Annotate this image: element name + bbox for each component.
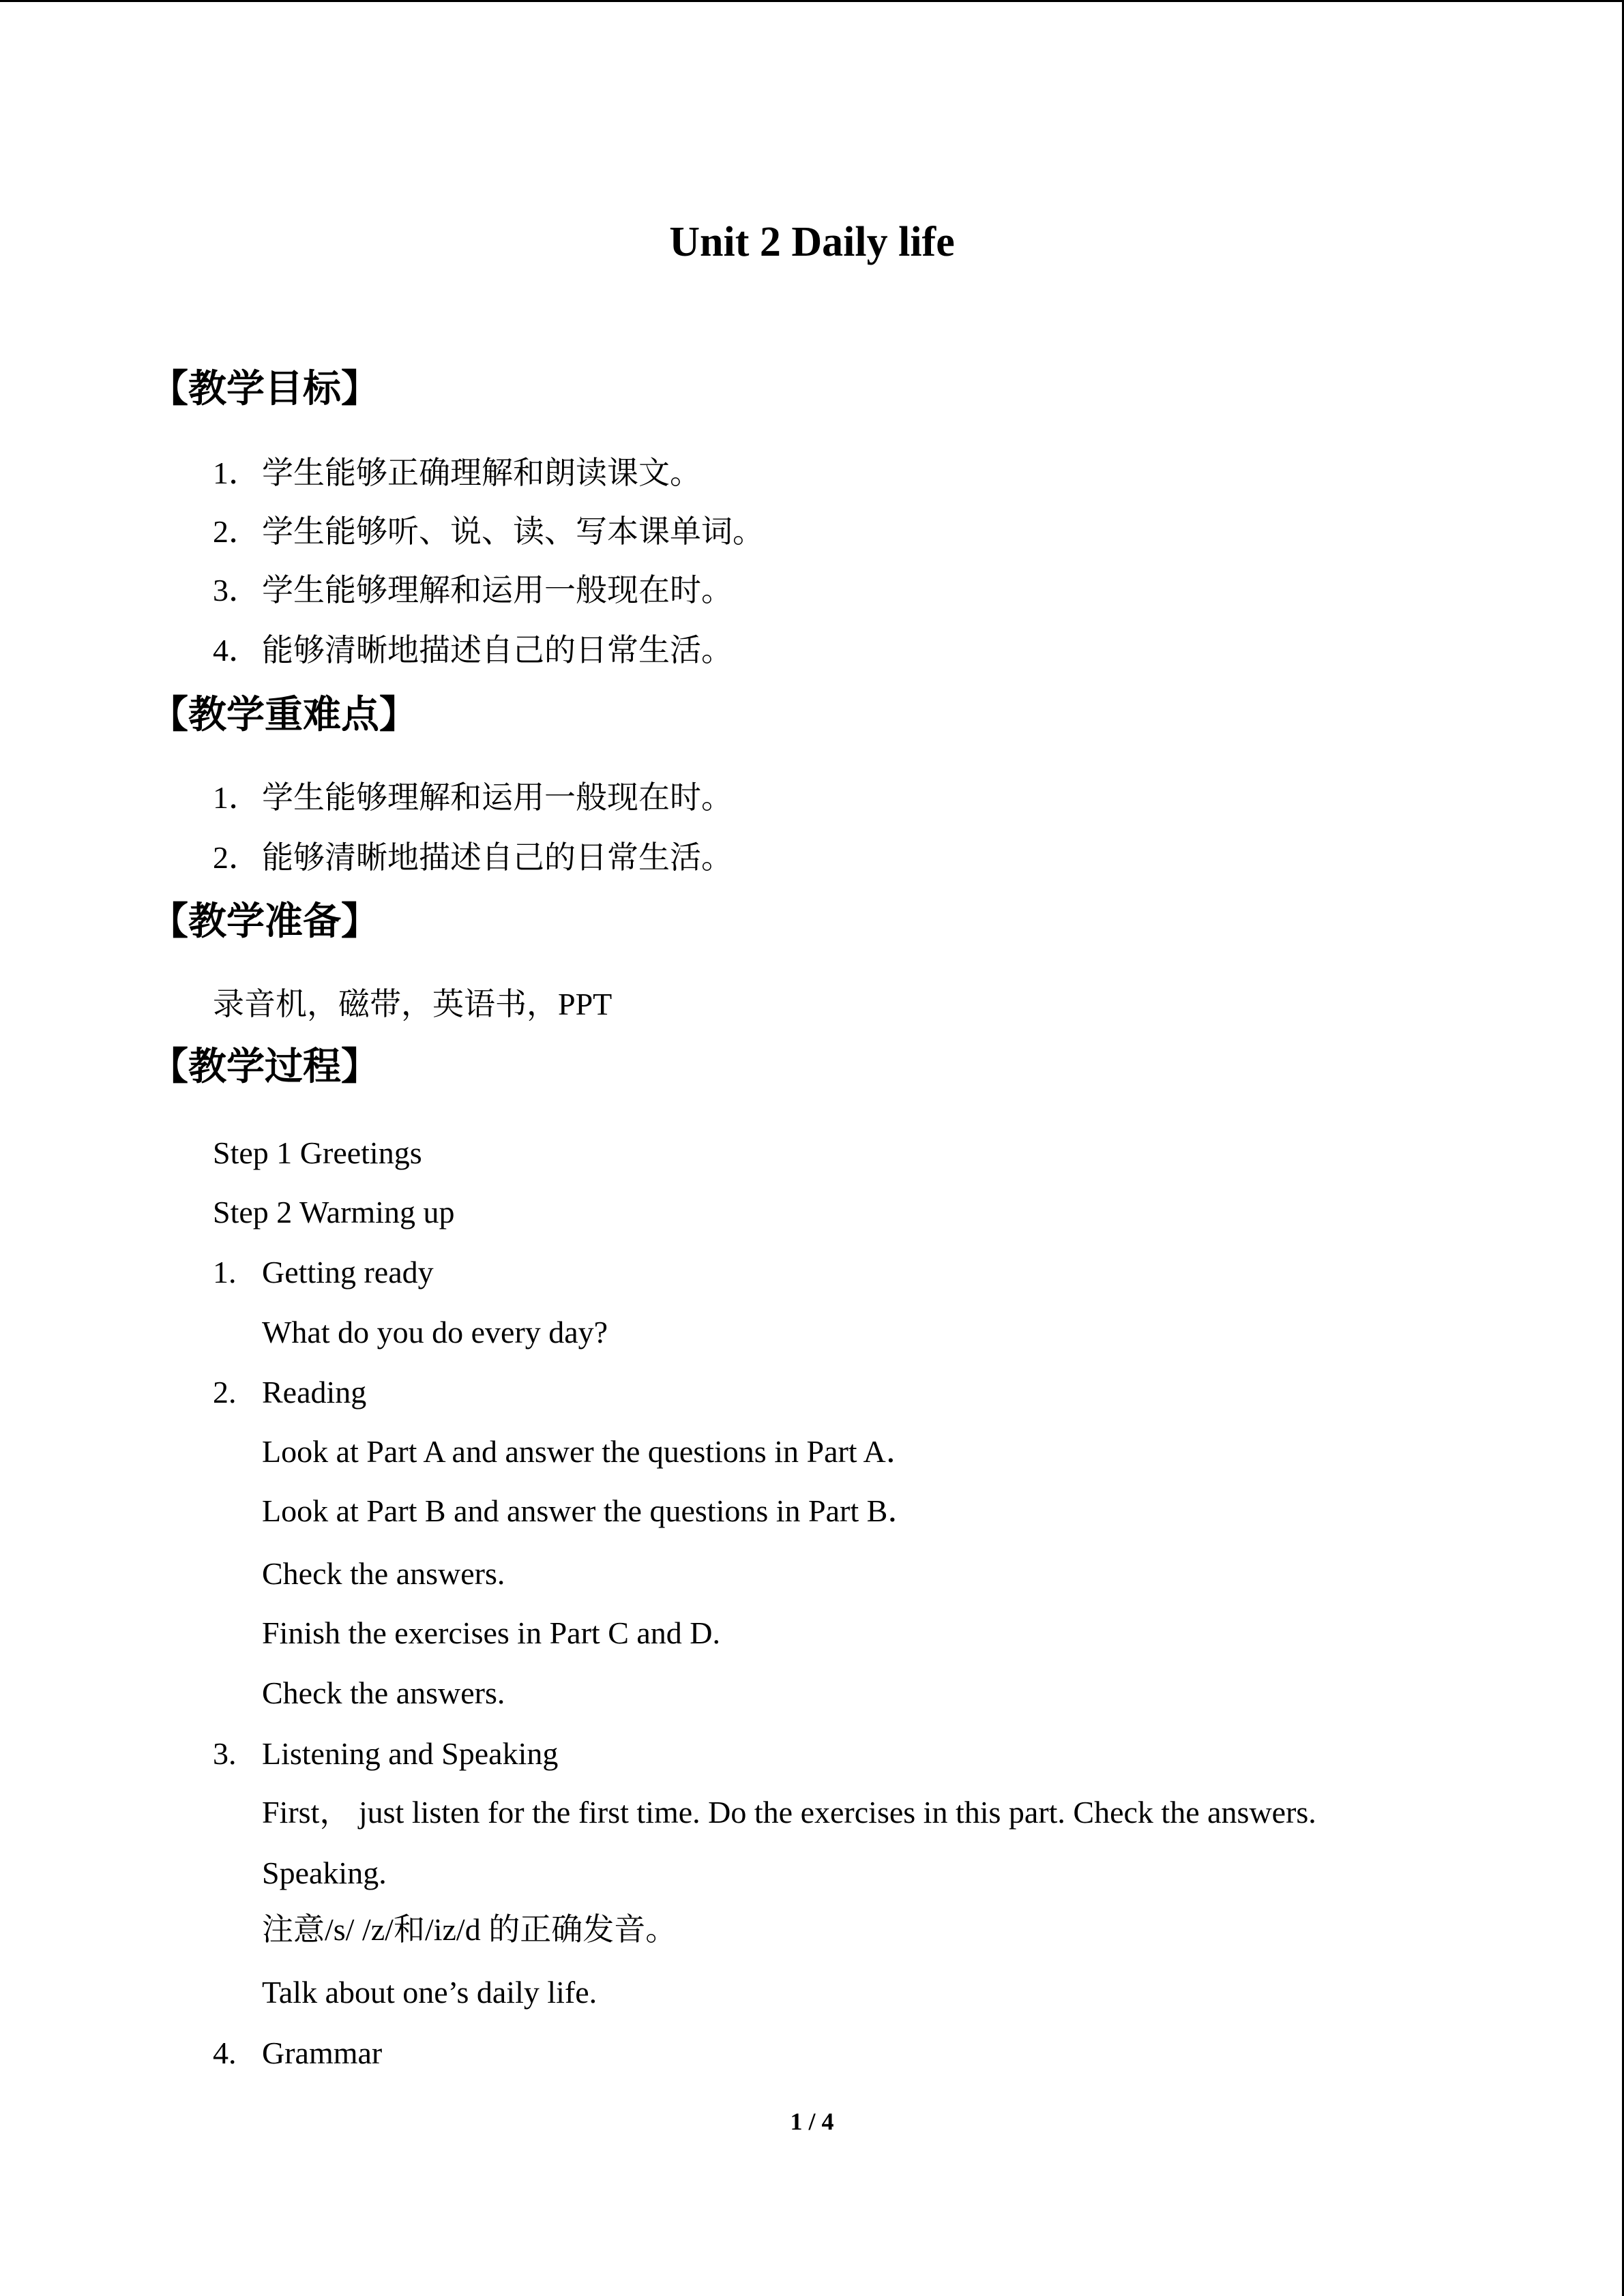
preparation-text: 录音机，磁带，英语书，PPT (213, 987, 612, 1022)
process-item-label: Grammar (262, 2036, 383, 2070)
objective-text: 学生能够听、说、读、写本课单词。 (262, 514, 764, 549)
process-item-line: What do you do every day? (262, 1315, 608, 1350)
process-item-number: 3. (213, 1736, 237, 1771)
key-point-text: 学生能够理解和运用一般现在时。 (262, 780, 733, 815)
process-item-label: Listening and Speaking (262, 1736, 559, 1771)
step-greetings: Step 1 Greetings (213, 1135, 422, 1170)
section-heading-key-points: 【教学重难点】 (150, 694, 417, 736)
step-warming-up: Step 2 Warming up (213, 1195, 455, 1229)
process-item-line: 注意/s/ /z/和/iz/d 的正确发音。 (262, 1912, 677, 1947)
section-heading-process: 【教学过程】 (150, 1046, 379, 1088)
process-item-number: 1. (213, 1255, 237, 1289)
process-item-line: Check the answers. (262, 1556, 505, 1591)
objective-number: 4． (213, 633, 260, 668)
objective-number: 3． (213, 573, 260, 608)
objective-text: 能够清晰地描述自己的日常生活。 (262, 633, 733, 668)
objective-text: 学生能够理解和运用一般现在时。 (262, 573, 733, 608)
objective-text: 学生能够正确理解和朗读课文。 (262, 456, 701, 490)
page-number: 1 / 4 (790, 2108, 834, 2135)
process-item-line: Speaking. (262, 1855, 387, 1890)
process-item-number: 4. (213, 2036, 237, 2070)
process-item-label: Getting ready (262, 1255, 434, 1289)
process-item-line: First， just listen for the first time. Do the exercises in this part. Check the answers. (262, 1795, 1316, 1830)
key-point-number: 2． (213, 840, 260, 875)
section-heading-objectives: 【教学目标】 (150, 368, 379, 411)
process-item-line: Look at Part B and answer the questions in Part B． (262, 1493, 919, 1528)
process-item-line: Talk about one’s daily life. (262, 1975, 597, 2010)
key-point-number: 1． (213, 780, 260, 815)
objective-number: 1． (213, 456, 260, 490)
process-item-line: Finish the exercises in Part C and D. (262, 1615, 721, 1650)
process-item-number: 2. (213, 1375, 237, 1410)
document-title: Unit 2 Daily life (669, 219, 955, 265)
process-item-line: Check the answers. (262, 1675, 505, 1710)
section-heading-preparation: 【教学准备】 (150, 901, 379, 943)
process-item-line: Look at Part A and answer the questions in Part A． (262, 1434, 917, 1469)
process-item-label: Reading (262, 1375, 367, 1410)
objective-number: 2． (213, 514, 260, 549)
key-point-text: 能够清晰地描述自己的日常生活。 (262, 840, 733, 875)
